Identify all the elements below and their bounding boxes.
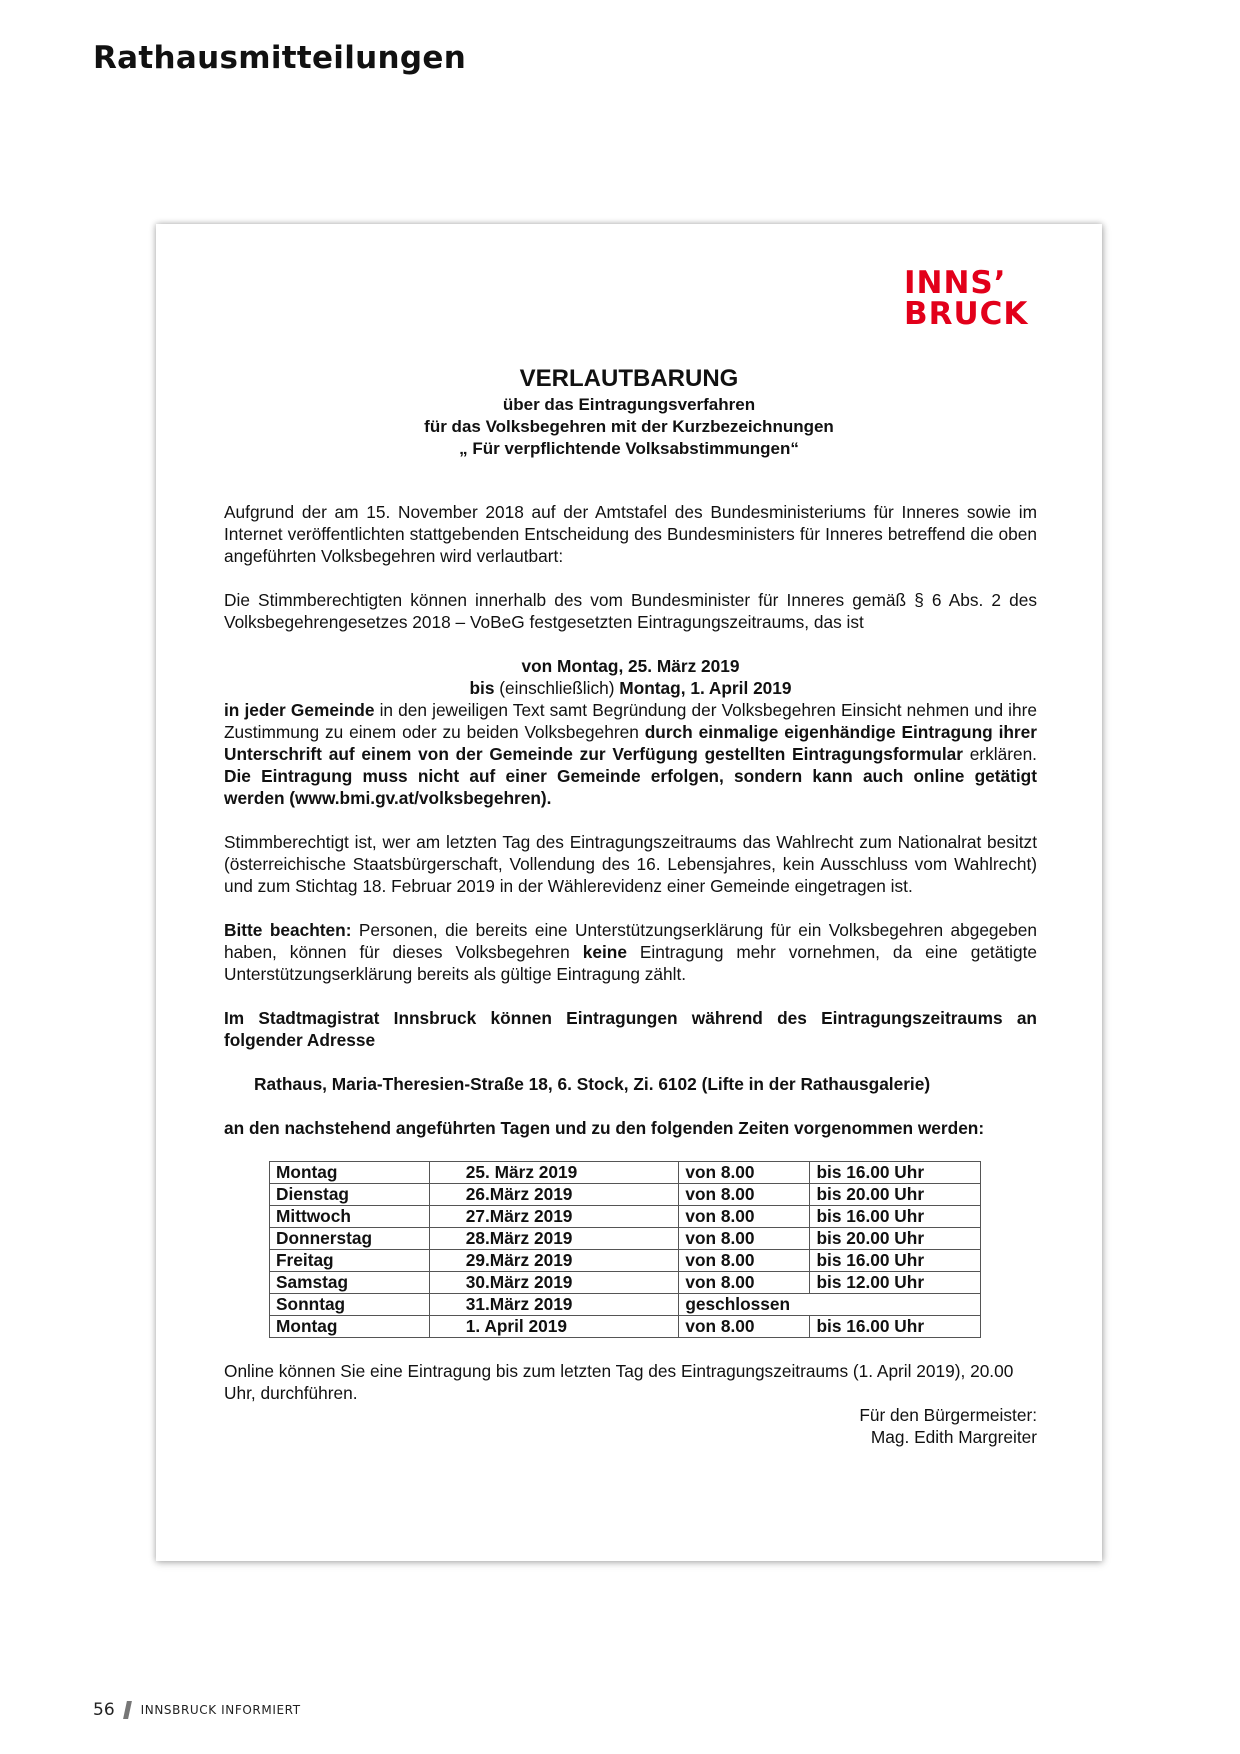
notice-subtitle-2: für das Volksbegehren mit der Kurzbezeichnungen <box>424 417 834 436</box>
schedule-to: bis 16.00 Uhr <box>810 1250 981 1272</box>
schedule-from: von 8.00 <box>679 1250 810 1272</box>
period-to-inclusive: (einschließlich) <box>494 678 620 698</box>
schedule-to: bis 16.00 Uhr <box>810 1206 981 1228</box>
text-bold: keine <box>582 942 627 962</box>
schedule-from: geschlossen <box>679 1294 981 1316</box>
schedule-to: bis 16.00 Uhr <box>810 1316 981 1338</box>
period-to <box>224 677 1037 699</box>
schedule-date: 27.März 2019 <box>429 1206 679 1228</box>
schedule-from: von 8.00 <box>679 1316 810 1338</box>
schedule-to: bis 12.00 Uhr <box>810 1272 981 1294</box>
period-to-prefix: bis <box>469 678 495 698</box>
notice-document <box>156 224 1102 1561</box>
period-from: von Montag, 25. März 2019 <box>521 656 740 676</box>
schedule-row <box>270 1316 981 1338</box>
schedule-row <box>270 1250 981 1272</box>
note-label: Bitte beachten: <box>224 920 352 940</box>
schedule-day: Donnerstag <box>270 1228 430 1250</box>
schedule-date: 31.März 2019 <box>429 1294 679 1316</box>
magazine-name: INNSBRUCK INFORMIERT <box>140 1703 301 1717</box>
logo-line-2: BRUCK <box>904 296 1029 332</box>
text: in den jeweiligen Text samt Begründung der Volksbegehren Einsicht nehmen und ihre Zustimmung zu einem oder zu beiden Volksbegehren <box>224 700 1037 742</box>
schedule-date: 29.März 2019 <box>429 1250 679 1272</box>
logo-line-1: INNS’ <box>904 265 1007 301</box>
period-to-date: Montag, 1. April 2019 <box>619 678 792 698</box>
paragraph-intro: Aufgrund der am 15. November 2018 auf der Amtstafel des Bundesministeriums für Inneres sowie im Internet veröffentlichten stattgebenden Entscheidung des Bundesministers für Inneres betreffend die oben angeführten Volksbegehren wird verlautbart: <box>224 502 1037 566</box>
notice-subtitle-3: „ Für verpflichtende Volksabstimmungen“ <box>459 439 799 458</box>
schedule-row <box>270 1184 981 1206</box>
paragraph-online-deadline: Online können Sie eine Eintragung bis zum letzten Tag des Eintragungszeitraums (1. April 2019), 20.00 Uhr, durchführen. <box>224 1361 1014 1403</box>
schedule-to: bis 16.00 Uhr <box>810 1162 981 1184</box>
slash-divider-icon <box>123 1701 132 1719</box>
schedule-date: 28.März 2019 <box>429 1228 679 1250</box>
paragraph-schedule-intro: an den nachstehend angeführten Tagen und zu den folgenden Zeiten vorgenommen werden: <box>224 1118 985 1138</box>
paragraph-eligibility-period: Die Stimmberechtigten können innerhalb des vom Bundesminister für Inneres gemäß § 6 Abs. 2 des Volksbegehrengesetzes 2018 – VoBeG festgesetzten Eintragungszeitraums, das ist <box>224 590 1037 632</box>
schedule-day: Dienstag <box>270 1184 430 1206</box>
schedule-date: 30.März 2019 <box>429 1272 679 1294</box>
schedule-table <box>269 1161 981 1338</box>
schedule-row <box>270 1162 981 1184</box>
text-bold: in jeder Gemeinde <box>224 700 375 720</box>
schedule-row <box>270 1206 981 1228</box>
schedule-from: von 8.00 <box>679 1228 810 1250</box>
page-heading: Rathausmitteilungen <box>93 40 467 76</box>
schedule-row <box>270 1294 981 1316</box>
notice-title: VERLAUTBARUNG <box>519 365 739 392</box>
schedule-date: 26.März 2019 <box>429 1184 679 1206</box>
notice-subtitle-1: über das Eintragungsverfahren <box>502 395 756 414</box>
schedule-date: 25. März 2019 <box>429 1162 679 1184</box>
paragraph-note <box>224 919 1037 985</box>
text-bold-online-link: Die Eintragung muss nicht auf einer Gemeinde erfolgen, sondern kann auch online getätigt werden (www.bmi.gv.at/volksbegehren). <box>224 766 1037 808</box>
text: Eintragung mehr vornehmen, da eine getätigte Unterstützungserklärung bereits als gültige Eintragung zählt. <box>224 942 1038 984</box>
schedule-row <box>270 1272 981 1294</box>
schedule-to: bis 20.00 Uhr <box>810 1228 981 1250</box>
schedule-day: Sonntag <box>270 1294 430 1316</box>
schedule-date: 1. April 2019 <box>429 1316 679 1338</box>
paragraph-location-intro: Im Stadtmagistrat Innsbruck können Eintragungen während des Eintragungszeitraums an folgender Adresse <box>224 1008 1037 1050</box>
schedule-day: Samstag <box>270 1272 430 1294</box>
signature-role: Für den Bürgermeister: <box>859 1405 1037 1425</box>
text-bold: durch einmalige eigenhändige Eintragung ihrer Unterschrift auf einem von der Gemeinde zur Verfügung gestellten Eintragungsformular <box>224 722 1037 764</box>
schedule-from: von 8.00 <box>679 1272 810 1294</box>
paragraph-voting-rights: Stimmberechtigt ist, wer am letzten Tag des Eintragungszeitraums das Wahlrecht zum Nationalrat besitzt (österreichische Staatsbürgerschaft, Vollendung des 16. Lebensjahres, kein Ausschluss vom Wahlrecht) und zum Stichtag 18. Februar 2019 in der Wählerevidenz einer Gemeinde eingetragen ist. <box>224 832 1037 896</box>
schedule-to: bis 20.00 Uhr <box>810 1184 981 1206</box>
page-number: 56 <box>93 1700 115 1720</box>
page-footer <box>93 1700 301 1720</box>
schedule-day: Montag <box>270 1316 430 1338</box>
schedule-day: Mittwoch <box>270 1206 430 1228</box>
innsbruck-logo <box>904 265 1029 332</box>
paragraph-registration <box>224 699 1037 809</box>
schedule-row <box>270 1228 981 1250</box>
schedule-from: von 8.00 <box>679 1162 810 1184</box>
signature-block <box>224 1404 1037 1448</box>
schedule-day: Montag <box>270 1162 430 1184</box>
schedule-from: von 8.00 <box>679 1184 810 1206</box>
text: erklären. <box>962 744 1037 764</box>
notice-title-block <box>156 364 1102 460</box>
schedule-day: Freitag <box>270 1250 430 1272</box>
signature-name: Mag. Edith Margreiter <box>870 1427 1037 1447</box>
notice-body <box>224 501 1037 1448</box>
text: Personen, die bereits eine Unterstützungserklärung für ein Volksbegehren abgegeben haben, können für dieses Volksbegehren <box>224 920 1037 962</box>
schedule-from: von 8.00 <box>679 1206 810 1228</box>
address: Rathaus, Maria-Theresien-Straße 18, 6. Stock, Zi. 6102 (Lifte in der Rathausgalerie) <box>254 1074 931 1094</box>
